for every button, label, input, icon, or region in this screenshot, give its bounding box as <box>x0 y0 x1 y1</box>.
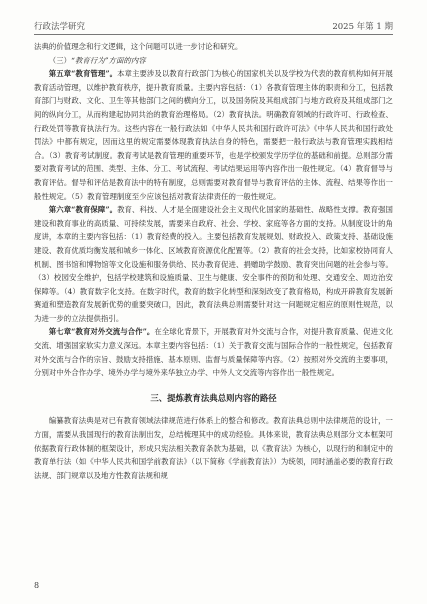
chapter-7-lead: 第七章“教育对外交流与合作”。 <box>48 327 155 337</box>
chapter-6-lead: 第六章“教育保障”。 <box>48 205 118 215</box>
subheading <box>34 54 393 68</box>
chapter-5-text: 本章主要涉及以教育行政部门为核心的国家机关以及学校为代表的教育机构如何开展教育活动管理，以维护教育秩序，提升教育质量。主要内容包括：（1）各教育管理主体的职责和分工，包括教育部门与财政、文化、卫生等其他部门之间的横向分工，以及国务院及其组成部门与地方政府及其组成部门之间的纵向分工，从而构建起协同共治的教育治理格局。（2）教育执法。明确教育领域的行政许可、行政检查、行政处罚等教育执法行为。这些内容在一般行政法如《中华人民共和国行政许可法》《中华人民共和国行政处罚法》中都有规定，因而这里的规定需要体现教育执法自身的特色，需要把一般行政法与教育管理实践相结合。（3）教育考试制度。教育考试是教育管理的重要环节，也是学校颁发学历学位的基础和前提。总则部分需要对教育考试的范围、类型、主体、分工、考试流程、考试结果运用等内容作出一般性规定。（4）教育督导与教育评估。督导和评估是教育法中的特有制度，总则需要对教育督导与教育评估的主体、流程、结果等作出一般性规定。（5）教育管理制度至少应该包括对教育法律责任的一般性规定。 <box>34 69 393 201</box>
page-header <box>34 20 393 34</box>
chapter-5-lead: 第五章“教育管理”。 <box>48 69 118 79</box>
paragraph-section-3: 编纂教育法典是对已有教育领域法律规范进行体系上的整合和修改。教育法典总则中法律规范的设计，一方面，需要从我国现行的教育法制出发，总结梳理其中的成功经验。具体来说，教育法典总则部分文本框架可依据教育行政体制的框架设计，形成只宪法相关教育条款为基础，以《教育法》为核心，以现行的和制定中的教育单行法（如《中华人民共和国学前教育法》（以下简称《学前教育法》）为统领，同时涵盖必要的教育行政法规、部门规章以及地方性教育法规和规 <box>34 416 393 480</box>
paragraph-chapter-5 <box>34 67 393 203</box>
continued-paragraph: 法典的价值理念和行文逻辑，这个问题可以进一步讨论和研究。 <box>34 42 243 51</box>
paragraph-chapter-6 <box>34 203 393 325</box>
subheading-title: “教育行为”方面的内容 <box>71 55 146 65</box>
article-body <box>34 40 393 482</box>
page-number: 8 <box>34 581 40 590</box>
subheading-prefix: （三） <box>48 55 72 65</box>
chapter-7-text: 在全球化背景下，开展教育对外交流与合作，对提升教育质量、促进文化交流、增强国家软实力意义深远。本章主要内容包括：（1）关于教育交流与国际合作的一般性规定，包括教育对外交流与合作的宗旨、鼓励支持措施、基本原则、监督与质量保障等内容。（2）按照对外交流的主要事项，分别对中外合作办学、境外办学与境外来华独立办学、中外人文交流等内容作出一般性规定。 <box>34 327 393 378</box>
paragraph-chapter-7 <box>34 325 393 379</box>
section-title: 三、提炼教育法典总则内容的路径 <box>150 392 277 403</box>
header-rule <box>34 34 393 35</box>
issue-label: 2025 年第 1 期 <box>332 22 393 32</box>
chapter-6-text: 教育、科技、人才是全面建设社会主义现代化国家的基础性、战略性支撑。教育强国建设和教育事业的高质量、可持续发展，需要来自政府、社会、学校、家庭等各方面的支持。从制度设计的角度讲，本章的主要内容包括：（1）教育经费的投入。主要包括教育发展规划、财政投入、政策支持、基础设施建设、教育优质均衡发展和城乡一体化、区域教育资源优化配置等。（2）教育的社会支持，比如家校协同育人机制、图书馆和博物馆等文化设施和服务供给、民办教育促进、捐赠助学鼓励、教育突出问题的社会参与等。（3）校园安全维护，包括学校建筑和设施质量、卫生与健康、安全事件的预防和处理、交通安全、周边治安保障等。（4）教育数字化支持。在数字时代，教育的数字化转型和深刻改变了教育格局，构成开辟教育发展新赛道和塑造教育发展新优势的重要突破口，因此，教育法典总则需要针对这一问题规定相应的原则性规范，以为进一步的立法提供指引。 <box>34 205 393 323</box>
journal-name: 行政法学研究 <box>34 22 86 32</box>
